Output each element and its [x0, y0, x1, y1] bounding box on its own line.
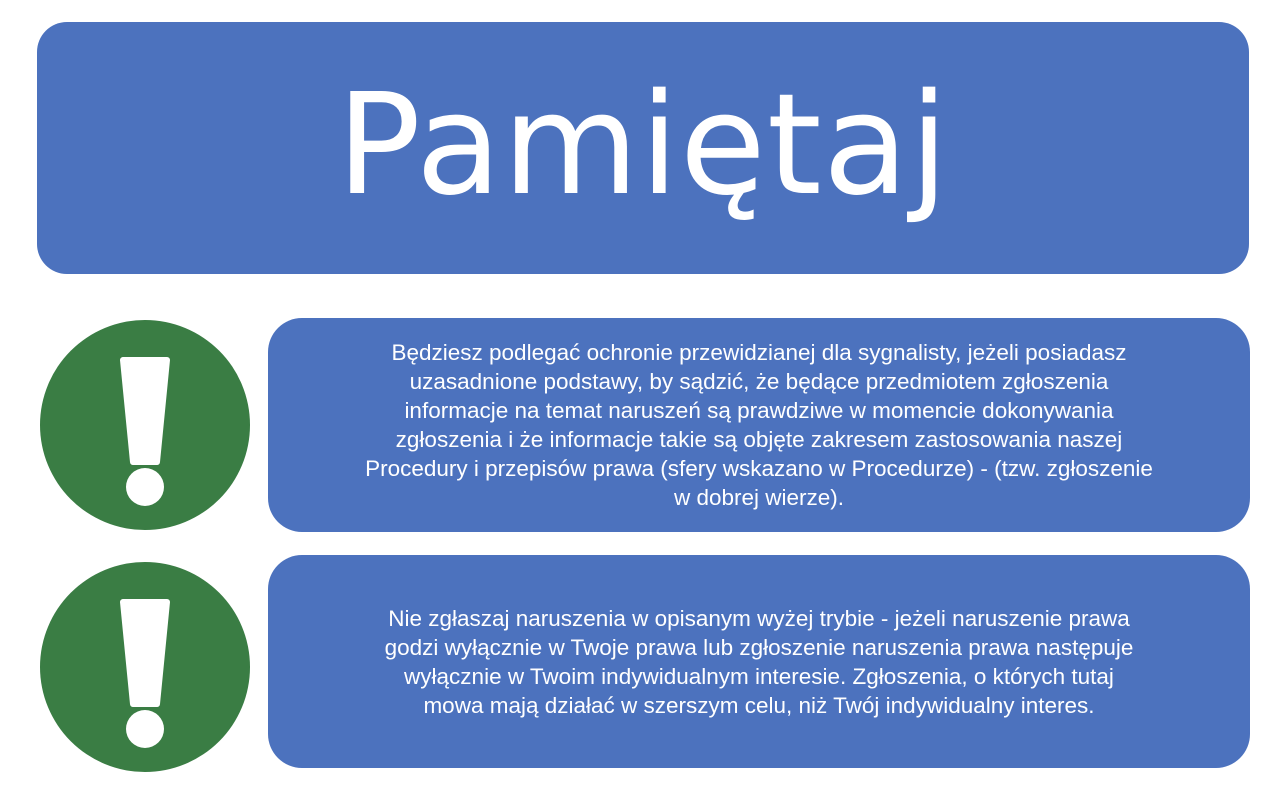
notice-text-good-faith: Będziesz podlegać ochronie przewidzianej dla sygnalisty, jeżeli posiadasz uzasadnione podstawy, by sądzić, że będące przedmiotem zgłoszenia informacje na temat naruszeń są prawdziwe w momencie dokonywania zgłoszenia i że informacje takie są objęte zakresem zastosowania naszej Procedury i przepisów prawa (sfery wskazano w Procedurze) - (tzw. zgłoszenie w dobrej wierze).: [365, 340, 1153, 510]
title-banner: [37, 22, 1249, 274]
notice-box-good-faith: [268, 318, 1250, 532]
exclamation-icon: [40, 562, 250, 772]
exclamation-icon: [40, 320, 250, 530]
notice-box-individual-interest: [268, 555, 1250, 768]
page-title: Pamiętaj: [336, 64, 950, 227]
notice-text-individual-interest: Nie zgłaszaj naruszenia w opisanym wyżej trybie - jeżeli naruszenie prawa godzi wyłącznie w Twoje prawa lub zgłoszenie naruszenia prawa następuje wyłącznie w Twoim indywidualnym interesie. Zgłoszenia, o których tutaj mowa mają działać w szerszym celu, niż Twój indywidualny interes.: [384, 605, 1134, 718]
